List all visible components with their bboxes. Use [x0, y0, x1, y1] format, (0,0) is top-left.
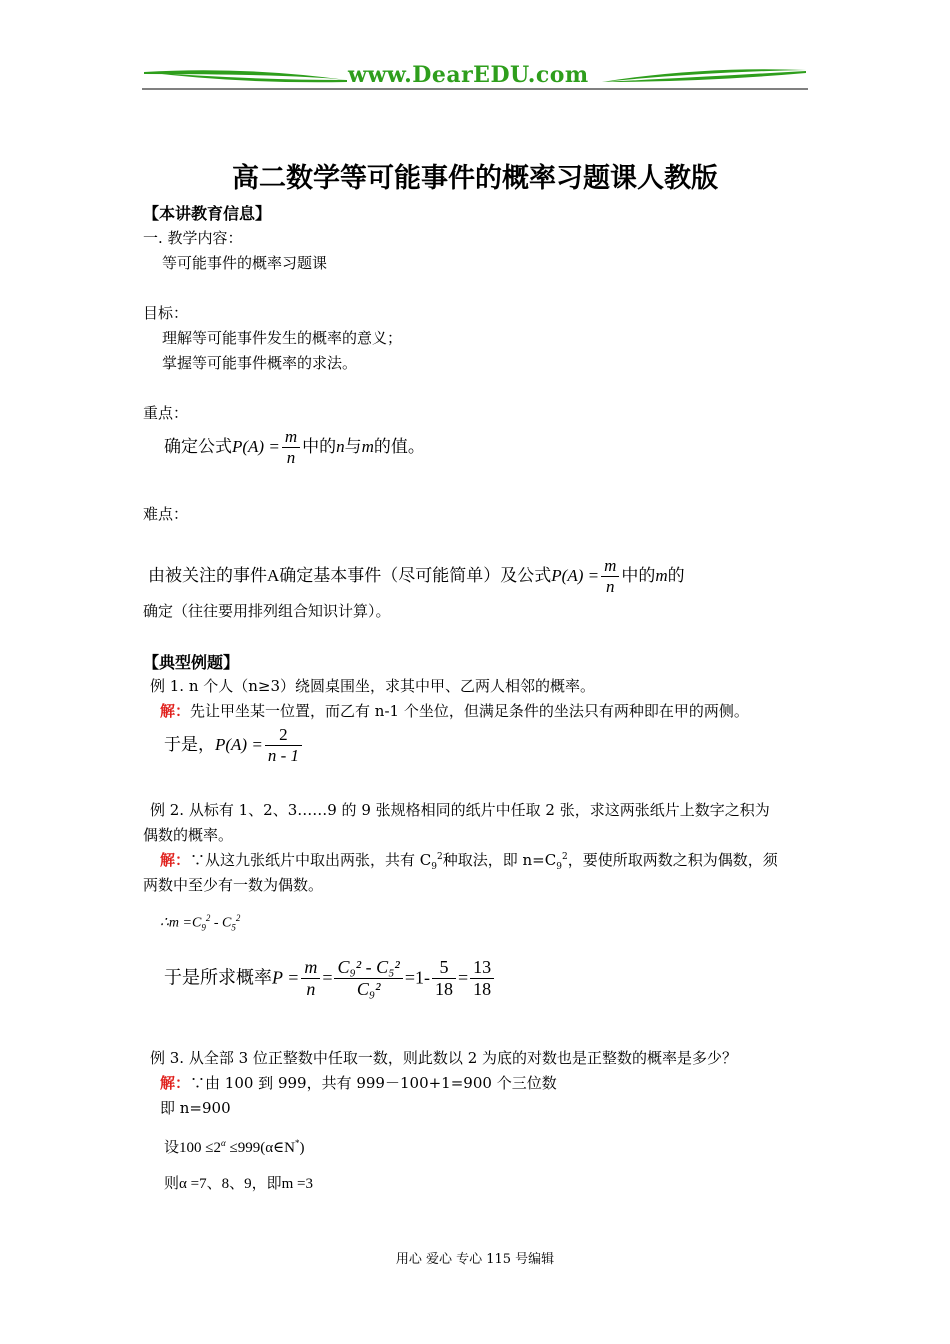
set-line-part: 设100 ≤2 — [164, 1140, 221, 1156]
subscript: 9 — [556, 862, 562, 872]
superscript: α — [220, 1138, 226, 1148]
key-label: 重点： — [143, 404, 189, 422]
difficulty-line-2: 确定（往往要用排列组合知识计算）。 — [143, 602, 391, 620]
prob-fraction-3: $\frac{5}{18}$ — [432, 958, 456, 1000]
difficulty-label: 难点： — [143, 505, 189, 523]
one-minus: =1- — [404, 967, 430, 988]
example-1-result — [164, 726, 304, 766]
key-suffix-3: 的值。 — [373, 436, 425, 456]
example-2-solution-line-2: 两数中至少有一数为偶数。 — [143, 876, 324, 894]
set-line-part: ≤999(α∈N — [225, 1140, 295, 1156]
m-formula-part: ∴m =C — [160, 915, 202, 931]
difficulty-m: m — [655, 565, 668, 585]
subscript: 9 — [431, 862, 437, 872]
m-formula-part: - C — [210, 915, 232, 931]
example-2-solution-line-1 — [160, 849, 778, 872]
example-3-then-line: 则α =7、8、9，即m =3 — [164, 1176, 313, 1192]
difficulty-fraction: $\frac{m}{n}$ — [601, 557, 619, 597]
content-text: 等可能事件的概率习题课 — [162, 254, 328, 272]
key-formula-lhs: P(A) = — [232, 436, 280, 456]
example-2-probability — [164, 958, 496, 1000]
solution-text: ∵由 100 到 999，共有 999－100+1=900 个三位数 — [190, 1074, 557, 1092]
site-logo-text: www.DearEDU.com — [348, 62, 589, 88]
solution-text: 种取法，即 n=C — [442, 851, 557, 869]
superscript: * — [295, 1138, 300, 1148]
prob-fraction-4: $\frac{13}{18}$ — [470, 958, 494, 1000]
solution-text: ，要使所取两数之积为偶数，须 — [567, 851, 778, 869]
difficulty-prefix: 由被关注的事件A确定基本事件（尽可能简单）及公式 — [148, 565, 552, 585]
key-fraction: $\frac{m}{n}$ — [282, 428, 300, 468]
solution-label: 解： — [160, 851, 191, 869]
goal-line-1: 理解等可能事件发生的概率的意义； — [162, 329, 403, 347]
key-m: m — [361, 436, 374, 456]
key-prefix: 确定公式 — [164, 436, 232, 456]
equals: = — [457, 967, 469, 988]
section-heading-info: 【本讲教育信息】 — [143, 204, 272, 223]
example-1-solution — [160, 700, 749, 721]
example-3-set-line — [164, 1136, 305, 1157]
key-formula-line — [164, 428, 425, 468]
solution-text: ∵从这九张纸片中取出两张，共有 C — [190, 851, 432, 869]
page-footer: 用心 爱心 专心 115 号编辑 — [395, 1252, 555, 1267]
superscript: 2 — [437, 852, 443, 862]
superscript: 2 — [235, 913, 241, 923]
superscript: 2 — [561, 852, 568, 862]
header-banner — [142, 62, 808, 92]
key-suffix: 中的 — [302, 436, 337, 456]
subscript: 9 — [201, 922, 206, 933]
difficulty-suffix: 中的 — [621, 565, 656, 585]
example-3-question: 例 3. 从全部 3 位正整数中任取一数，则此数以 2 为底的对数也是正整数的概率是多少？ — [150, 1049, 738, 1067]
result-prefix: 于是， — [164, 734, 215, 754]
difficulty-formula-lhs: P(A) = — [551, 565, 600, 585]
goal-label: 目标： — [143, 304, 189, 322]
example-2-question-line-1: 例 2. 从标有 1、2、3……9 的 9 张规格相同的纸片中任取 2 张，求这两张纸片上数字之积为 — [150, 801, 770, 819]
result-fraction: $\frac{2}{n - 1}$ — [265, 726, 302, 766]
section-heading-examples: 【典型例题】 — [143, 653, 240, 672]
example-2-question-line-2: 偶数的概率。 — [143, 826, 234, 844]
solution-label: 解： — [160, 1074, 191, 1092]
difficulty-suffix-2: 的 — [667, 565, 685, 585]
key-suffix-2: 与 — [344, 436, 362, 456]
difficulty-formula-line — [148, 557, 685, 597]
prob-fraction-2: $\frac{\text{C₉² - C₅²}}{\text{C₉²}}$ — [334, 958, 402, 1000]
subscript: 5 — [231, 922, 236, 933]
result-lhs: P(A) = — [215, 734, 263, 754]
content-label: 一. 教学内容： — [143, 229, 243, 247]
key-n: n — [336, 436, 345, 456]
prob-fraction-1: $\frac{m}{n}$ — [301, 958, 320, 1000]
example-2-m-formula — [160, 913, 240, 932]
probability-lhs: P = — [272, 967, 300, 988]
page-title: 高二数学等可能事件的概率习题课人教版 — [232, 163, 718, 194]
example-3-n-line: 即 n=900 — [160, 1099, 231, 1117]
set-line-part: ) — [299, 1140, 305, 1156]
equals: = — [322, 967, 333, 988]
example-3-solution — [160, 1072, 557, 1093]
example-1-question: 例 1. n 个人（n≥3）绕圆桌围坐，求其中甲、乙两人相邻的概率。 — [150, 677, 596, 695]
solution-text: 先让甲坐某一位置，而乙有 n-1 个坐位，但满足条件的坐法只有两种即在甲的两侧。 — [190, 702, 749, 720]
probability-prefix: 于是所求概率 — [164, 967, 272, 988]
goal-line-2: 掌握等可能事件概率的求法。 — [162, 354, 358, 372]
superscript: 2 — [205, 913, 211, 923]
solution-label: 解： — [160, 702, 191, 720]
